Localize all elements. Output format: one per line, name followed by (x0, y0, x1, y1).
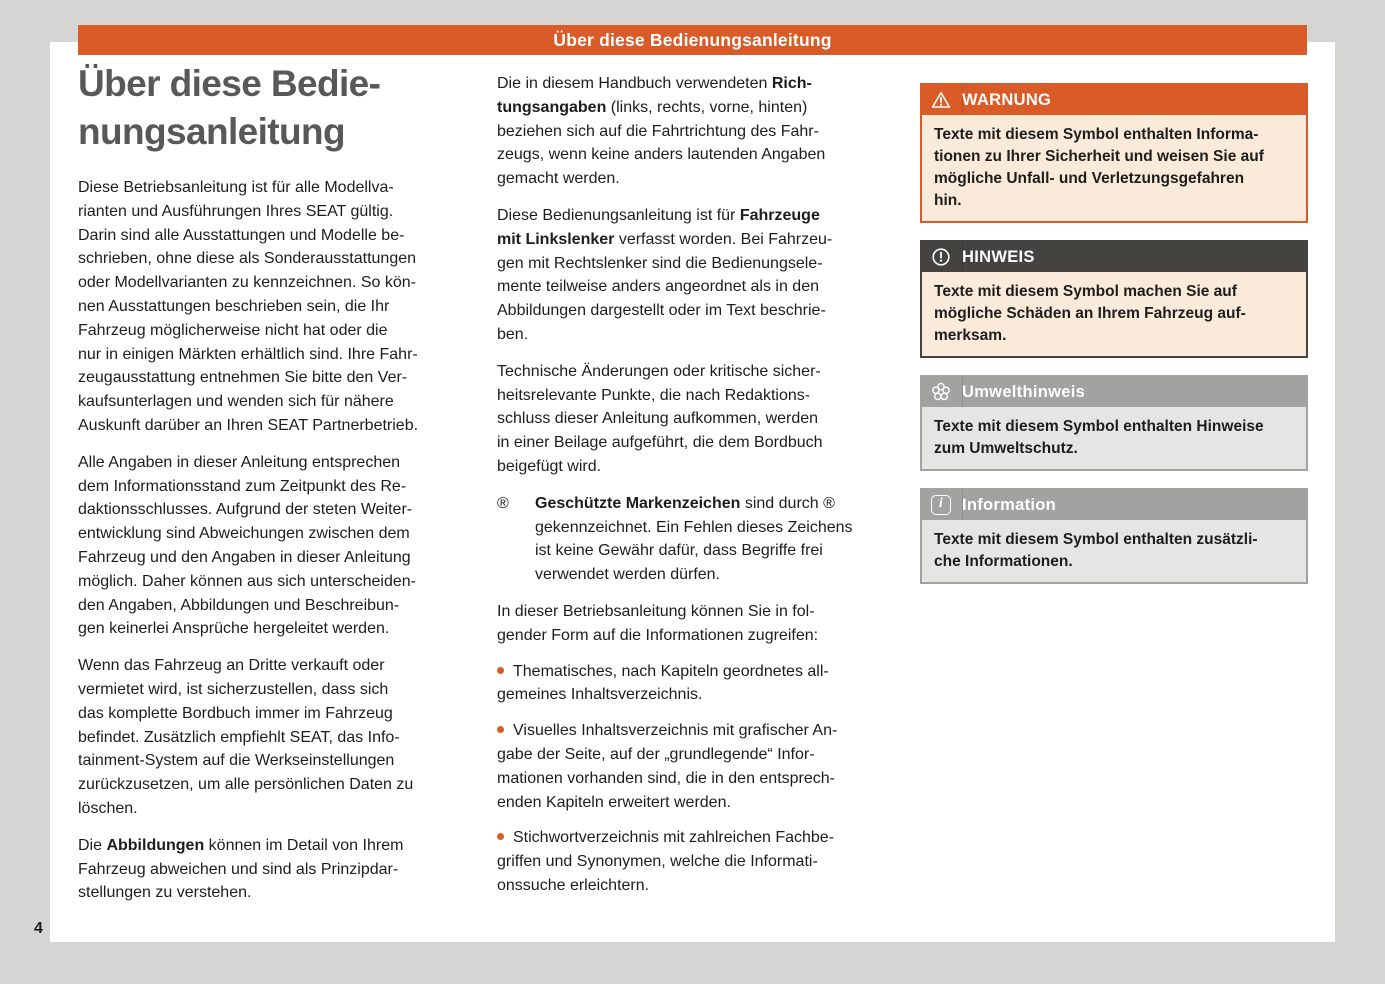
list-item (497, 719, 889, 814)
exclamation-circle-icon (931, 247, 951, 267)
bullet-icon (497, 667, 504, 674)
notice-title: Information (962, 495, 1057, 514)
bullet-icon (497, 726, 504, 733)
page-header-bar (78, 25, 1307, 55)
warning-notice-box (920, 83, 1308, 223)
paragraph: Wenn das Fahrzeug an Dritte verkauft oder vermietet wird, ist sicherzustellen, dass sich das komplette Bordbuch immer im Fahrzeug befindet. Zusätzlich empfiehlt SEAT, das Info- tainment-System auf die Werkseinstellungen zurückzusetzen, um alle persönlichen Daten zu löschen. (78, 657, 414, 817)
paragraph: Die Abbildungen können im Detail von Ihrem Fahrzeug abweichen und sind als Prinzipdar- stellungen zu verstehen. (78, 836, 404, 902)
header-divider (962, 377, 963, 407)
information-notice-header (922, 490, 1306, 520)
warning-triangle-icon (931, 90, 951, 110)
notice-title: Umwelthinweis (962, 382, 1086, 401)
notice-title: HINWEIS (962, 247, 1035, 266)
paragraph: Diese Bedienungsanleitung ist für Fahrzeuge mit Linkslenker verfasst worden. Bei Fahrzeu- gen mit Rechtslenker sind die Bedienungsele- mente teilweise anders angeordnet als in den Abbildungen dargestellt oder im Text beschrie- ben. (497, 206, 833, 343)
header-divider (962, 242, 963, 272)
trademark-list-text: Geschützte Markenzeichen sind durch ® gekennzeichnet. Ein Fehlen dieses Zeichens ist keine Gewähr dafür, dass Begriffe frei verwendet werden dürfen. (535, 494, 853, 584)
paragraph: Technische Änderungen oder kritische sicher- heitsrelevante Punkte, die nach Redaktions- schluss dieser Anleitung aufkommen, werden in einer Beilage aufgeführt, die dem Bordbuch beigefügt wird. (497, 362, 823, 475)
information-notice-box (920, 488, 1308, 584)
caution-notice-box (920, 240, 1308, 358)
page-number: 4 (34, 920, 43, 937)
page-title: Über diese Bedie- nungsanleitung (78, 63, 381, 152)
flower-icon (931, 382, 951, 402)
notice-text: Texte mit diesem Symbol enthalten Hinweise zum Umweltschutz. (922, 407, 1306, 469)
list-item (497, 826, 889, 897)
notice-text: Texte mit diesem Symbol enthalten Informa- tionen zu Ihrer Sicherheit und weisen Sie auf mögliche Unfall- und Verletzungsgefahren hin. (922, 115, 1306, 221)
warning-notice-header (922, 85, 1306, 115)
page-header-title: Über diese Bedienungsanleitung (553, 29, 832, 50)
paragraph: Alle Angaben in dieser Anleitung entsprechen dem Informationsstand zum Zeitpunkt des Re- daktionsschlusses. Aufgrund der steten Weiter- entwicklung sind Abweichungen zwischen dem Fahrzeug und den Angaben in dieser Anleitung möglich. Daher können aus sich unterscheiden- den Angaben, Abbildungen und Beschreibun- gen keinerlei Ansprüche hergeleitet werden. (78, 453, 416, 638)
paragraph: Die in diesem Handbuch verwendeten Rich- tungsangaben (links, rechts, vorne, hinten) beziehen sich auf die Fahrtrichtung des Fahr- zeugs, wenn keine anders lautenden Angaben gemacht werden. (497, 75, 826, 188)
bullet-icon (497, 833, 504, 840)
list-item-text: Visuelles Inhaltsverzeichnis mit grafischer An- gabe der Seite, auf der „grundlegende“ Infor- mationen vorhanden sind, die in den entsprech- enden Kapiteln erweitert werden. (497, 722, 838, 811)
notice-text: Texte mit diesem Symbol enthalten zusätzli- che Informationen. (922, 520, 1306, 582)
registered-trademark-icon: ® (497, 494, 509, 512)
paragraph: Diese Betriebsanleitung ist für alle Modellva- rianten und Ausführungen Ihres SEAT gültig. Darin sind alle Ausstattungen und Modelle be- schrieben, ohne diese als Sonderausstattungen oder Modellvarianten zu kennzeichnen. So kön- nen Ausstattungen beschrieben sein, die Ihr Fahrzeug möglicherweise nicht hat oder die nur in einigen Märkten erhältlich sind. Ihre Fahr- zeugausstattung entnehmen Sie bitte den Ver- kaufsunterlagen und wenden sich für nähere Auskunft darüber an Ihren SEAT Partnerbetrieb. (78, 179, 419, 434)
environment-notice-box (920, 375, 1308, 471)
notices-column (920, 83, 1308, 601)
environment-notice-header (922, 377, 1306, 407)
caution-notice-header (922, 242, 1306, 272)
paragraph: In dieser Betriebsanleitung können Sie in fol- gender Form auf die Informationen zugreifen: (497, 602, 819, 644)
left-column (78, 60, 474, 905)
middle-column (497, 72, 889, 898)
info-icon: i (931, 495, 951, 515)
notice-text: Texte mit diesem Symbol machen Sie auf mögliche Schäden an Ihrem Fahrzeug auf- merksam. (922, 272, 1306, 356)
list-item-text: Stichwortverzeichnis mit zahlreichen Fachbe- griffen und Synonymen, welche die Informati- onssuche erleichtern. (497, 829, 835, 894)
list-item-text: Thematisches, nach Kapiteln geordnetes all- gemeines Inhaltsverzeichnis. (497, 662, 829, 704)
header-divider (962, 85, 963, 115)
list-item (497, 660, 889, 708)
manual-page (50, 29, 1335, 942)
notice-title: WARNUNG (962, 90, 1052, 109)
trademark-list-item (497, 492, 889, 587)
header-divider (962, 490, 963, 520)
